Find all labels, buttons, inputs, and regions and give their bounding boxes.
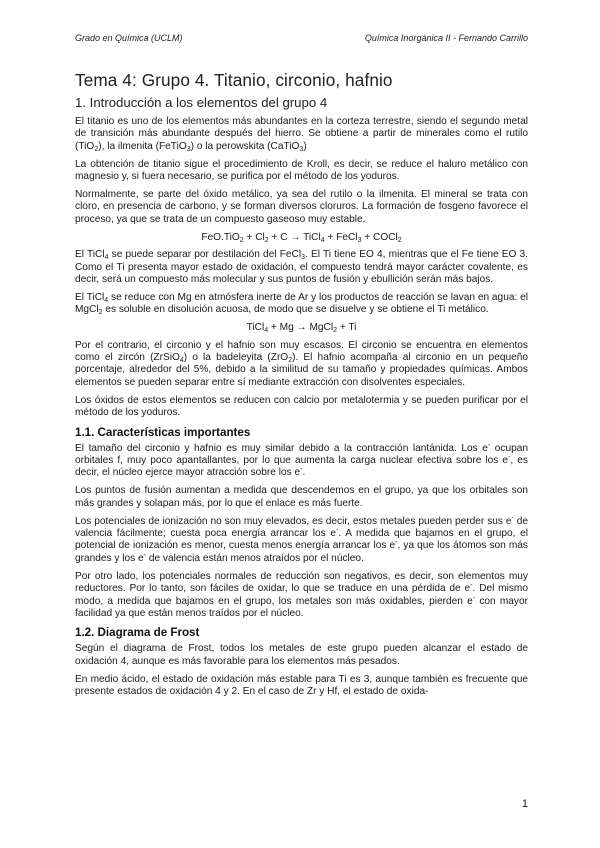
page-content bbox=[75, 70, 528, 704]
paragraph: Los óxidos de estos elementos se reducen con calcio por metalotermia y se pueden purificar por el método de los yoduros. bbox=[75, 394, 528, 419]
page-header bbox=[75, 33, 528, 43]
paragraph: El titanio es uno de los elementos más abundantes en la corteza terrestre, siendo el segundo metal de transición más abundante después del hierro. Se obtiene a partir de minerales como el rutilo (TiO$_2$), la ilmenita (FeTiO$_3$) o la perowskita (CaTiO$_3$) bbox=[75, 116, 528, 153]
paragraph: Según el diagrama de Frost, todos los metales de este grupo pueden alcanzar el estado de oxidación 4, aunque es más favorable para los elementos más pesados. bbox=[75, 643, 528, 667]
paragraph: En medio ácido, el estado de oxidación más estable para Ti es 3, aunque también es frecuente que presente estados de oxidación 4 y 2. En el caso de Zr y Hf, el estado de oxida- bbox=[75, 673, 528, 698]
paragraph: La obtención de titanio sigue el procedimiento de Kroll, es decir, se reduce el haluro metálico con magnesio y, si fuera necesario, se purifica por el método de los yoduros. bbox=[75, 158, 528, 183]
section-1-1-heading: 1.1. Características importantes bbox=[75, 425, 251, 439]
paragraph: Los puntos de fusión aumentan a medida que descendemos en el grupo, ya que los orbitales son más grandes y solapan más, por lo que el enlace es más fuerte. bbox=[75, 485, 528, 509]
paragraph: Normalmente, se parte del óxido metálico, ya sea del rutilo o la ilmenita. El mineral se trata con cloro, en presencia de carbono, y se forman diversos cloruros. La formación de fosgeno favorece el proceso, ya que se trata de un compuesto gaseoso muy estable. bbox=[75, 189, 528, 225]
paragraph: Por otro lado, los potenciales normales de reducción son negativos, es decir, son elementos muy reductores. Por lo tanto, son fáciles de oxidar, lo que se traduce en una pérdida de e-. Del mismo modo, a medida que bajamos en el grupo, los metales son más oxidables, pierden e- con mayor facilidad ya que están menos traídos por el núcleo. bbox=[75, 570, 528, 619]
equation: TiCl$_4$ + Mg → MgCl$_2$ + Ti bbox=[246, 322, 357, 335]
section-1-2-heading: 1.2. Diagrama de Frost bbox=[75, 626, 200, 640]
header-right: Química Inorgánica II - Fernando Carrillo bbox=[364, 33, 528, 43]
paragraph: Por el contrario, el circonio y el hafnio son muy escasos. El circonio se encuentra en elementos como el zircón (ZrSiO$_4$) o la badeleyita (ZrO$_2$). El hafnio acompaña al circonio en un pequeño porcentaje, alrededor del 5%, debido a la similitud de su tamaño y propiedades químicas. Ambos elementos se pueden separar entre sí mediante extracción con disolventes especiales. bbox=[75, 339, 528, 388]
paragraph: El TiCl$_4$ se reduce con Mg en atmósfera inerte de Ar y los productos de reacción se lavan en agua: el MgCl$_2$ es soluble en disolución acuosa, de modo que se disuelve y se obtiene el Ti metálico. bbox=[75, 291, 528, 317]
header-left: Grado en Química (UCLM) bbox=[75, 33, 183, 43]
page-title: Tema 4: Grupo 4. Titanio, circonio, hafnio bbox=[75, 70, 393, 90]
equation: $FeO.TiO_2 + Cl_2 + C$ → TiCl$_4$ + FeCl$_3$ + COCl$_2$ bbox=[201, 231, 402, 244]
paragraph: Los potenciales de ionización no son muy elevados, es decir, estos metales pueden perder sus e- de valencia fácilmente; cuesta poca energía arrancar los e-. A medida que bajamos en el grupo, el potencial de ionización es menor, cuesta menos energía arrancar los e-, ya que los átomos son más grandes y los e- de valencia están menos atraídos por el núcleo. bbox=[75, 514, 528, 564]
paragraph: El tamaño del circonio y hafnio es muy similar debido a la contracción lantánida. Los e- ocupan orbitales f, muy poco apantallantes, por lo que aumenta la carga nuclear efectiva sobre los e-, es decir, el núcleo ejerce mayor atracción sobre los e-. bbox=[75, 441, 528, 479]
paragraph: El TiCl$_4$ se puede separar por destilación del FeCl$_3$. El Ti tiene EO 4, mientras que el Fe tiene EO 3. Como el Ti presenta mayor estado de oxidación, el compuesto tendrá mayor carácter covalente, es decir, será un compuesto más molecular y sus puntos de fusión y ebullición serán más bajos. bbox=[75, 249, 528, 285]
section-1-heading: 1. Introducción a los elementos del grupo 4 bbox=[75, 95, 328, 110]
page-number: 1 bbox=[521, 798, 528, 810]
